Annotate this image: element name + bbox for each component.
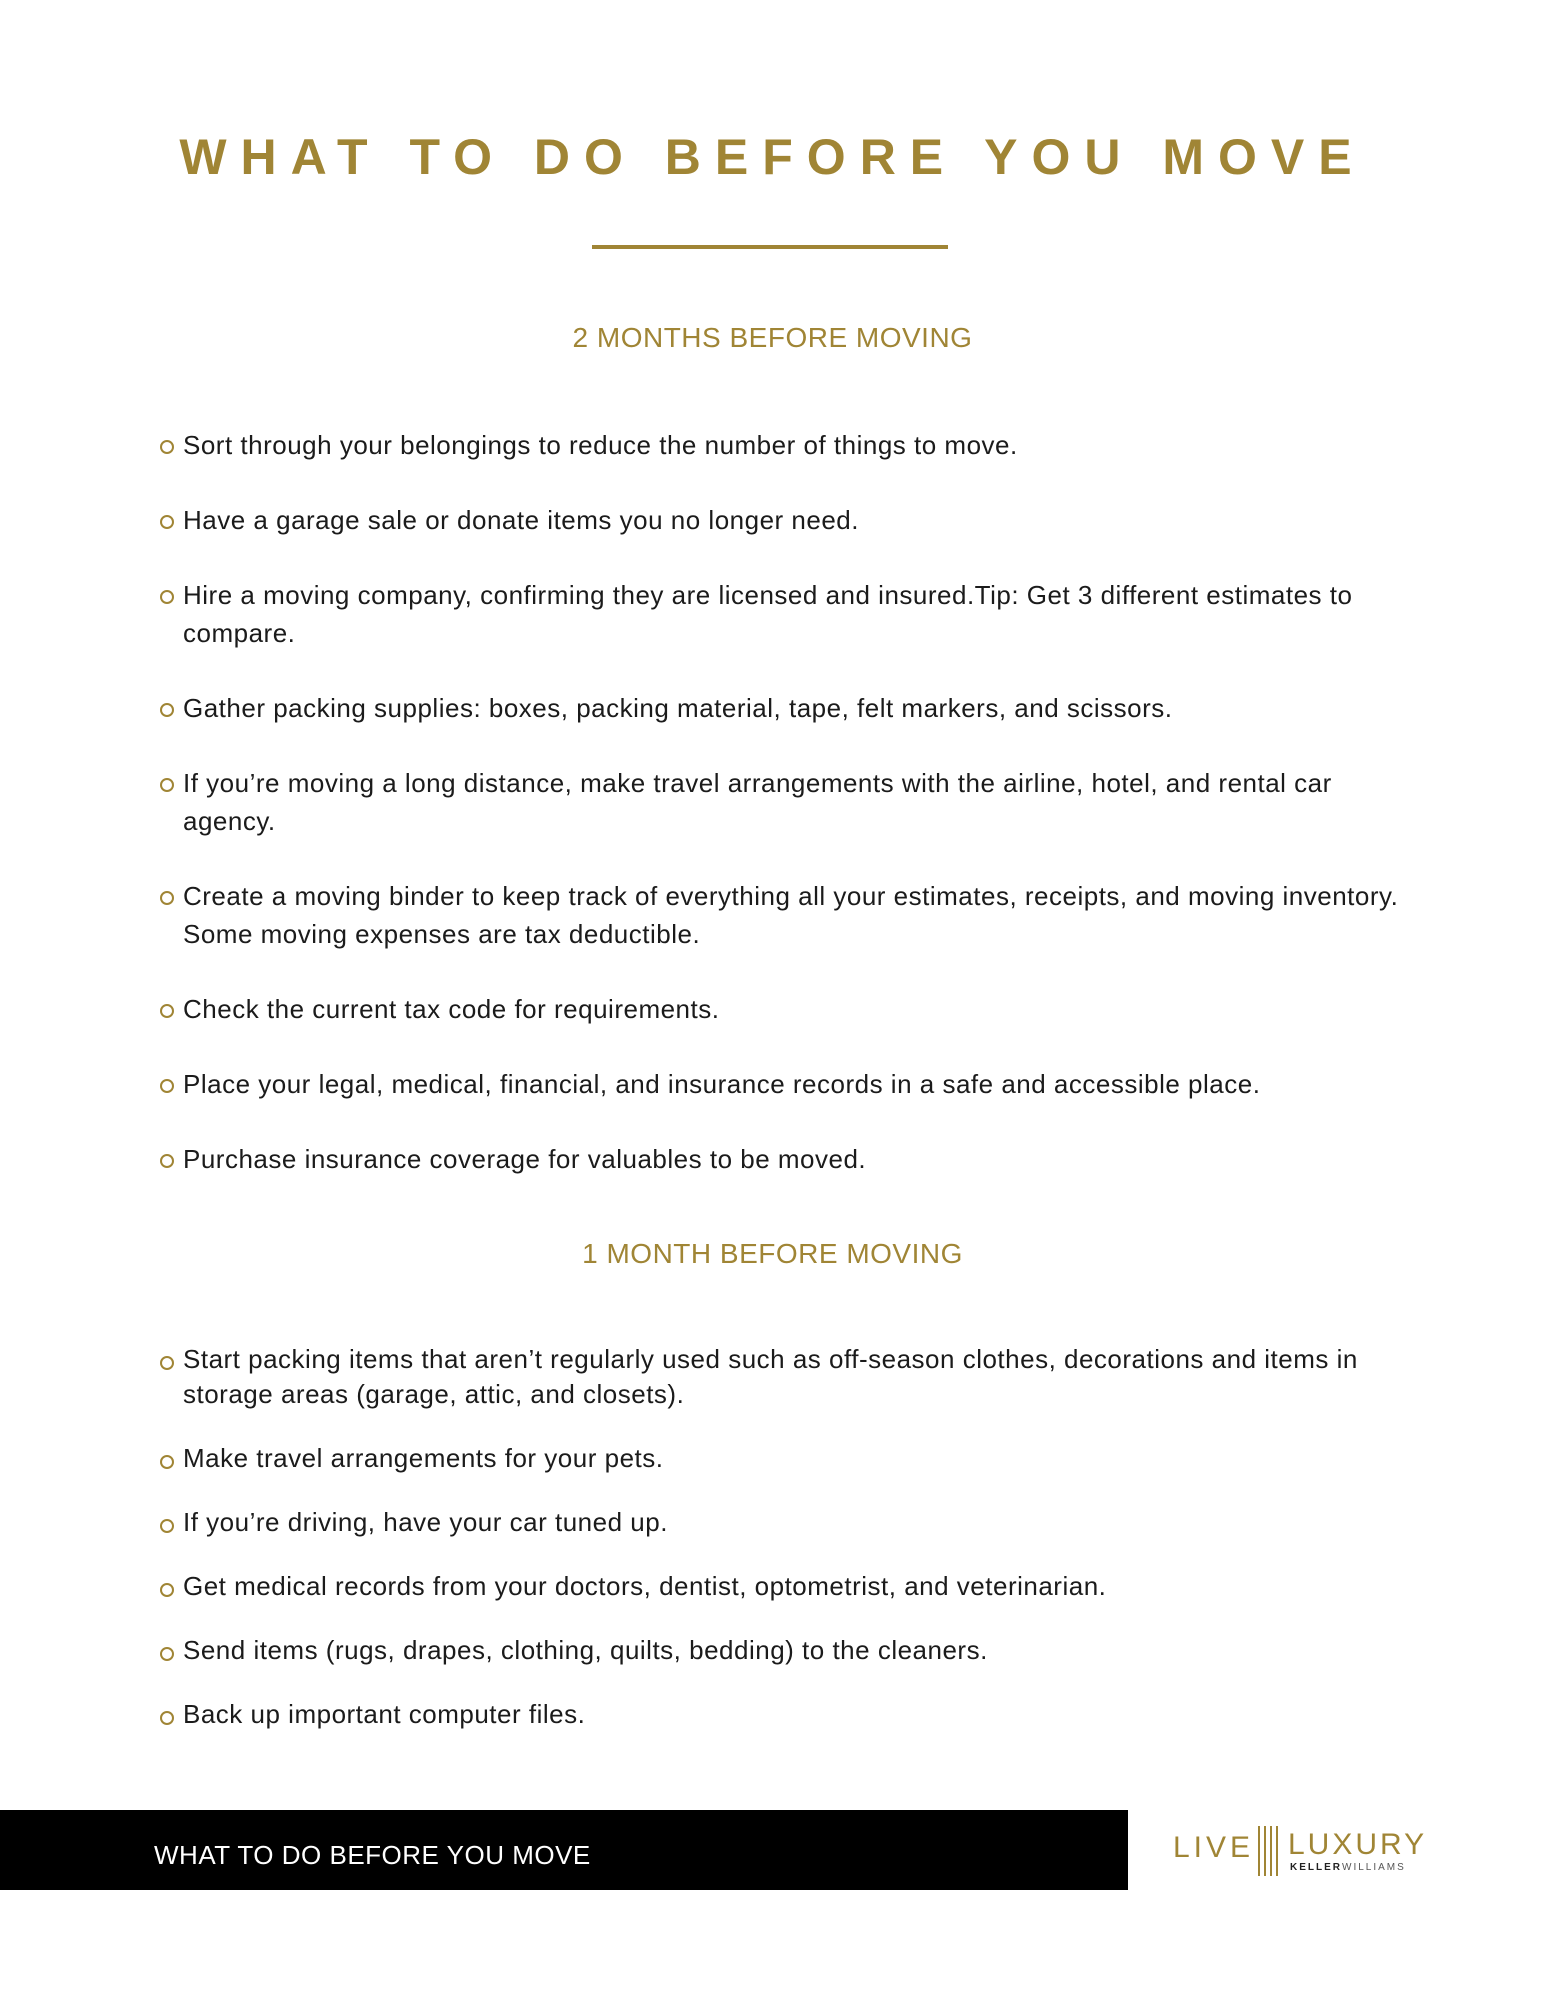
- list-item: [160, 877, 1423, 953]
- list-item: [160, 990, 1423, 1028]
- logo-live-text: LIVE: [1173, 1831, 1255, 1864]
- footer-text: WHAT TO DO BEFORE YOU MOVE: [154, 1840, 591, 1870]
- list-item-text: Hire a moving company, confirming they are licensed and insured.Tip: Get 3 different estimates to compare.: [183, 580, 1353, 648]
- bullet-ring-icon: [160, 778, 174, 792]
- bullet-ring-icon: [160, 1519, 174, 1533]
- list-item: [160, 1342, 1423, 1412]
- list-item: [160, 1569, 1423, 1604]
- list-item-text: Gather packing supplies: boxes, packing material, tape, felt markers, and scissors.: [183, 693, 1173, 723]
- title-divider: [592, 245, 948, 249]
- logo-sub-rest: WILLIAMS: [1342, 1862, 1406, 1873]
- bullet-ring-icon: [160, 1711, 174, 1725]
- checklist-1-month: [160, 1342, 1423, 1761]
- list-item: [160, 1065, 1423, 1103]
- list-item: [160, 1633, 1423, 1668]
- page-title: WHAT TO DO BEFORE YOU MOVE: [179, 129, 1366, 185]
- list-item-text: If you’re driving, have your car tuned up.: [183, 1507, 668, 1537]
- list-item-text: Get medical records from your doctors, dentist, optometrist, and veterinarian.: [183, 1571, 1107, 1601]
- logo-sub-bold: KELLER: [1290, 1862, 1342, 1873]
- list-item: [160, 1697, 1423, 1732]
- list-item-text: If you’re moving a long distance, make travel arrangements with the airline, hotel, and rental car agency.: [183, 768, 1332, 836]
- list-item: [160, 1140, 1423, 1178]
- list-item-text: Back up important computer files.: [183, 1699, 586, 1729]
- live-luxury-logo: [1173, 1818, 1445, 1882]
- list-item-text: Create a moving binder to keep track of everything all your estimates, receipts, and moving inventory. Some moving expenses are tax deductible.: [183, 881, 1399, 949]
- list-item-text: Check the current tax code for requirements.: [183, 994, 720, 1024]
- logo-pillar-icon: [1258, 1826, 1284, 1876]
- section-heading-2-months: 2 MONTHS BEFORE MOVING: [572, 322, 973, 353]
- list-item-text: Sort through your belongings to reduce the number of things to move.: [183, 430, 1018, 460]
- list-item-text: Have a garage sale or donate items you no longer need.: [183, 505, 859, 535]
- bullet-ring-icon: [160, 1455, 174, 1469]
- bullet-ring-icon: [160, 1647, 174, 1661]
- bullet-ring-icon: [160, 590, 174, 604]
- list-item-text: Make travel arrangements for your pets.: [183, 1443, 664, 1473]
- list-item: [160, 689, 1423, 727]
- list-item: [160, 764, 1423, 840]
- bullet-ring-icon: [160, 440, 174, 454]
- list-item-text: Send items (rugs, drapes, clothing, quilts, bedding) to the cleaners.: [183, 1635, 988, 1665]
- section-heading-1-month: 1 MONTH BEFORE MOVING: [582, 1238, 963, 1269]
- bullet-ring-icon: [160, 1079, 174, 1093]
- bullet-ring-icon: [160, 1154, 174, 1168]
- list-item: [160, 426, 1423, 464]
- list-item: [160, 1441, 1423, 1476]
- list-item: [160, 1505, 1423, 1540]
- list-item-text: Purchase insurance coverage for valuables to be moved.: [183, 1144, 867, 1174]
- bullet-ring-icon: [160, 703, 174, 717]
- bullet-ring-icon: [160, 1583, 174, 1597]
- list-item-text: Place your legal, medical, financial, and insurance records in a safe and accessible place.: [183, 1069, 1261, 1099]
- list-item: [160, 501, 1423, 539]
- checklist-2-months: [160, 426, 1423, 1215]
- logo-luxury-text: LUXURY: [1288, 1828, 1428, 1861]
- list-item: [160, 576, 1423, 652]
- bullet-ring-icon: [160, 891, 174, 905]
- bullet-ring-icon: [160, 515, 174, 529]
- bullet-ring-icon: [160, 1356, 174, 1370]
- logo-brokerage-text: [1290, 1862, 1406, 1873]
- bullet-ring-icon: [160, 1004, 174, 1018]
- list-item-text: Start packing items that aren’t regularly used such as off-season clothes, decorations and items in storage areas (garage, attic, and closets).: [183, 1344, 1358, 1409]
